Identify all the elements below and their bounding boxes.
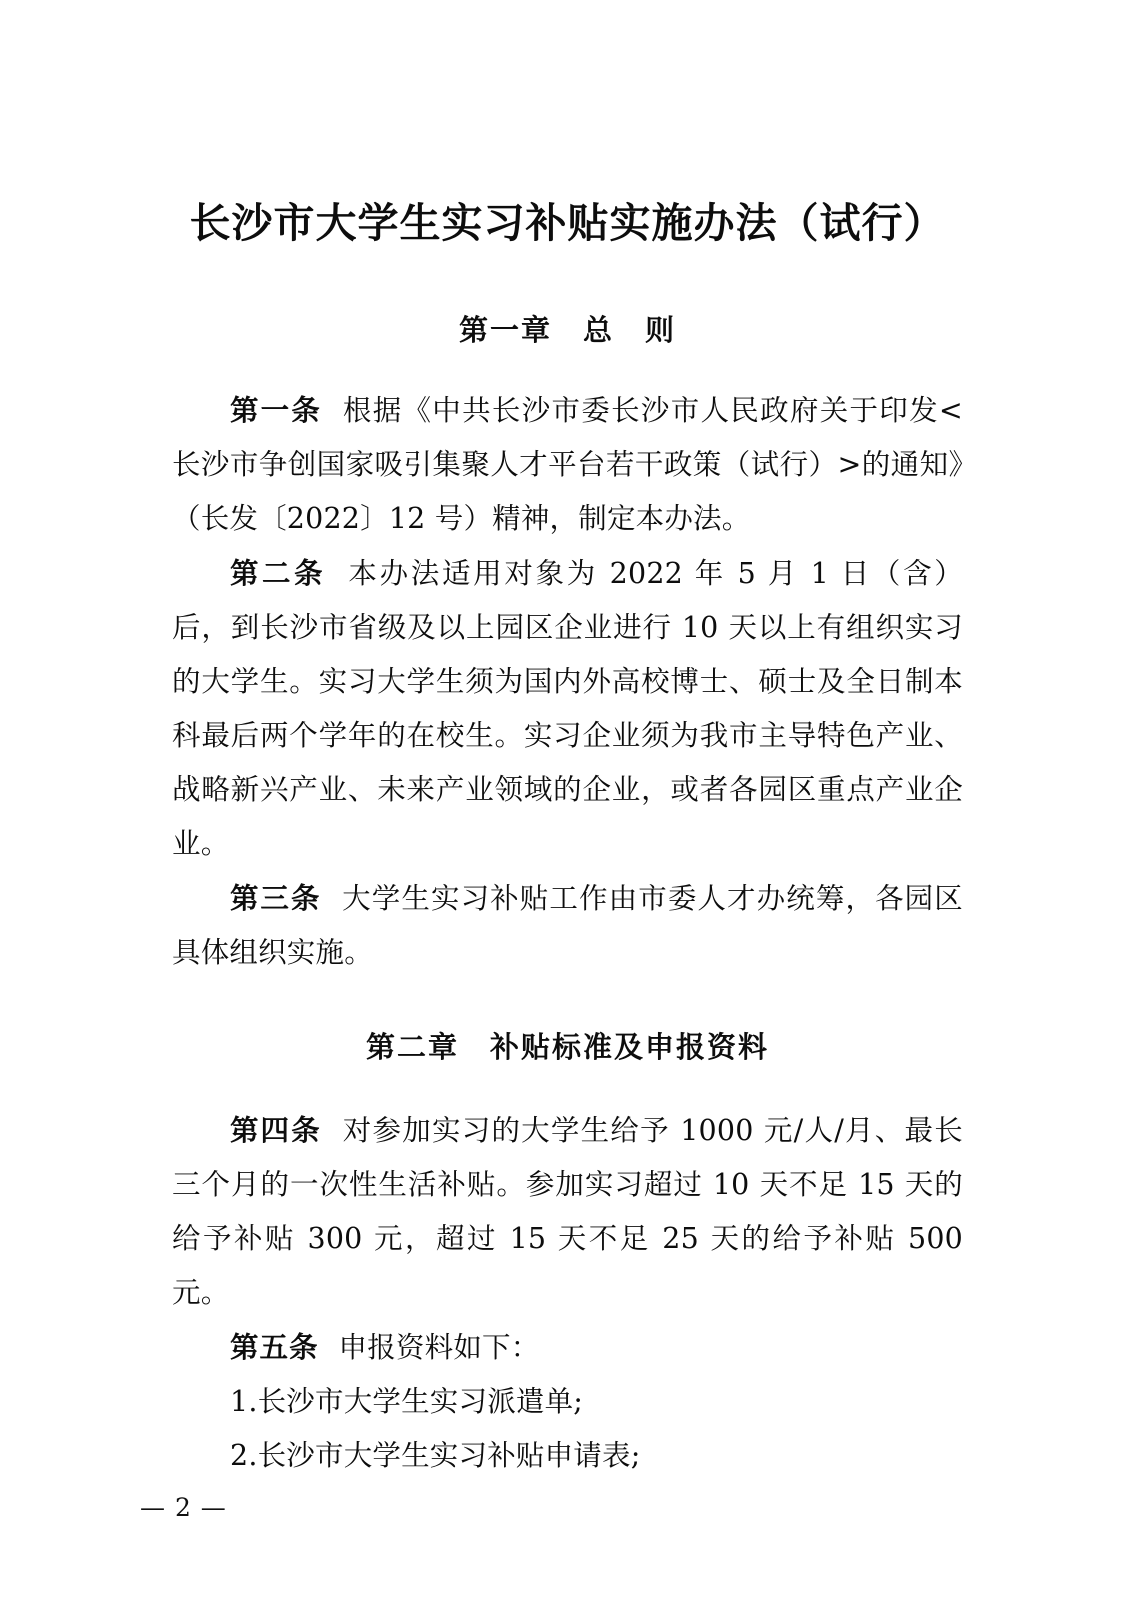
article-text-4: 对参加实习的大学生给予 1000 元/人/月、最长三个月的一次性生活补贴。参加实习超过 10 天不足 15 天的给予补贴 300 元，超过 15 天不足 25 天的给予补贴 500 元。 (172, 1114, 963, 1310)
list-item: 1.长沙市大学生实习派遣单; (230, 1385, 584, 1419)
article-label-2: 第二条 (230, 555, 326, 590)
article-label-4: 第四条 (230, 1113, 322, 1148)
article-text-1: 根据《中共长沙市委长沙市人民政府关于印发<长沙市争创国家吸引集聚人才平台若干政策（试行）>的通知》（长发〔2022〕12 号）精神，制定本办法。 (172, 393, 963, 535)
chapter-heading-1: 第一章 总 则 (458, 313, 676, 348)
page-number: — 2 — (140, 1493, 227, 1522)
article-paragraph-4 (172, 1103, 963, 1320)
article-text-5: 申报资料如下： (338, 1331, 540, 1365)
article-label-3: 第三条 (230, 880, 322, 915)
chapter-heading-2: 第二章 补贴标准及申报资料 (365, 1029, 769, 1064)
article-label-5: 第五条 (230, 1330, 319, 1365)
article-paragraph-3 (172, 871, 963, 980)
page-title: 长沙市大学生实习补贴实施办法（试行） (189, 199, 946, 247)
list-item: 2.长沙市大学生实习补贴申请表; (230, 1439, 641, 1473)
article-paragraph-5 (172, 1320, 963, 1375)
article-paragraph-1 (172, 383, 963, 546)
article-text-2: 本办法适用对象为 2022 年 5 月 1 日（含）后，到长沙市省级及以上园区企业进行 10 天以上有组织实习的大学生。实习大学生须为国内外高校博士、硕士及全日制本科最后两个学年的在校生。实习企业须为我市主导特色产业、战略新兴产业、未来产业领域的企业，或者各园区重点产业企业。 (172, 556, 963, 860)
article-label-1: 第一条 (230, 392, 322, 427)
article-paragraph-2 (172, 546, 963, 871)
article-text-3: 大学生实习补贴工作由市委人才办统筹，各园区具体组织实施。 (172, 881, 963, 969)
